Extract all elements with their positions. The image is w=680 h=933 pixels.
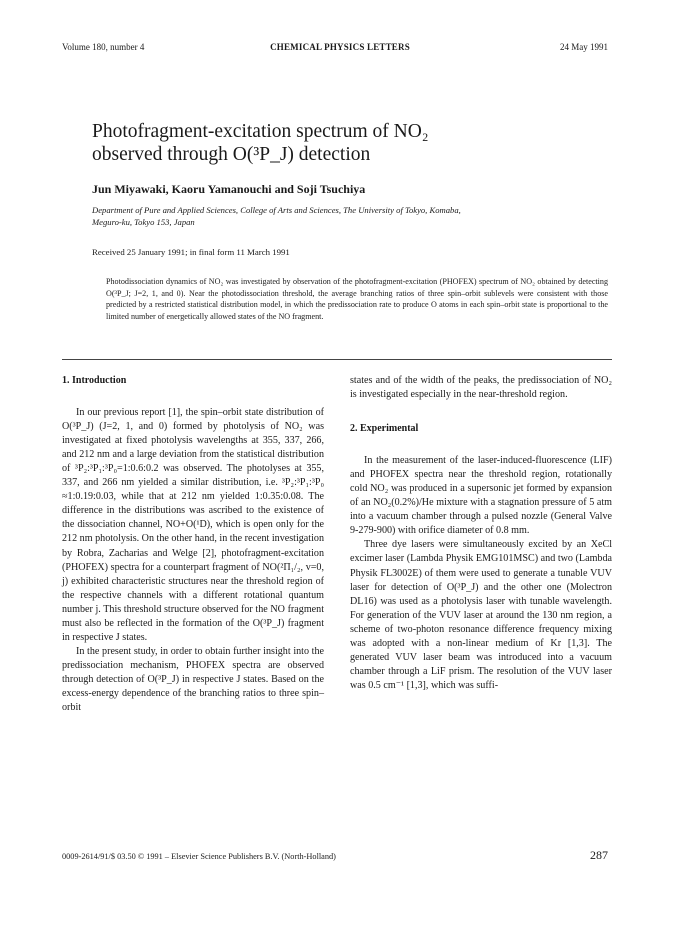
left-column [62,374,324,715]
article-title [92,120,612,166]
header-date: 24 May 1991 [560,42,608,52]
received-date: Received 25 January 1991; in final form 11 March 1991 [92,247,290,257]
experimental-paragraph-2: Three dye lasers were simultaneously excited by an XeCl excimer laser (Lambda Physik EMG101MSC) and two (Lambda Physik FL3002E) of them were used to generate a tunable VUV laser for detection of O(³P_J) and the other one (Molectron DL16) was used as a photolysis laser with tunable wavelength. For generation of the VUV laser at around the 130 nm region, a scheme of two-photon resonance difference frequency mixing was adopted with a non-linear medium of Kr [1,3]. The generated VUV laser beam was introduced into a vacuum chamber through a LiF prism. The resolution of the VUV laser was 0.5 cm⁻¹ [1,3], which was suffi- [350,539,612,691]
page-number: 287 [590,848,608,862]
divider [62,359,612,360]
intro-paragraph-2: In the present study, in order to obtain further insight into the predissociation mechanism, PHOFEX spectra are observed through detection of O(³P_J) in respective J states. Based on the excess-energy dependence of the branching ratios to three spin–orbit [62,645,324,714]
footer-copyright: 0009-2614/91/$ 03.50 © 1991 – Elsevier Science Publishers B.V. (North-Holland) [62,852,336,861]
intro-paragraph-1: In our previous report [1], the spin–orbit state distribution of O(³P_J) (J=2, 1, and 0) formed by photolysis of NO₂ was investigated at fixed photolysis wavelengths at 355, 337, 266, and 212 nm and a large deviation from the statistical distribution of ³P₂:³P₁:³P₀=1:0.6:0.2 was observed. The photolyses at 355, 337, and 266 nm yielded a similar distribution, i.e. ³P₂:³P₁:³P₀ ≈1:0.19:0.03, while that at 212 nm yielded 1:0.35:0.08. The difference in the distributions was ascribed to the existence of the dissociation channel, NO+O(¹D), which is open only for the 212 nm photolysis. On the other hand, in the recent investigation by Robra, Zacharias and Welge [2], photofragment-excitation (PHOFEX) spectra for a counterpart fragment of NO(²Π₁/₂, v=0, j) exhibited characteristic structures near the threshold region of the respective channels with a different rotational quantum number j. This threshold structure observed for the NO fragment must also be reflected in the formation of the O(³P_J) fragment in respective J states. [62,407,324,643]
affiliation-line-1: Department of Pure and Applied Sciences, College of Arts and Sciences, The University of Tokyo, Komaba, [92,205,461,215]
header-volume: Volume 180, number 4 [62,42,145,52]
section-title-experimental: 2. Experimental [350,423,419,435]
affiliation-line-2: Meguro-ku, Tokyo 153, Japan [92,217,195,227]
experimental-paragraph-1: In the measurement of the laser-induced-fluorescence (LIF) and PHOFEX spectra near the threshold region, rotationally cold NO₂ was produced in a supersonic jet formed by expansion of an NO₂(0.2%)/He mixture with a stagnation pressure of 5 atm into a vacuum chamber through a pulsed nozzle (General Valve 9-279-900) with orifice diameter of 0.8 mm. [350,455,612,537]
title-line-2: observed through O(³P_J) detection [92,144,371,165]
title-line-1: Photofragment-excitation spectrum of NO₂ [92,121,429,142]
right-column [350,374,612,693]
header-journal: CHEMICAL PHYSICS LETTERS [270,42,410,52]
abstract: Photodissociation dynamics of NO₂ was investigated by observation of the photofragment-excitation (PHOFEX) spectrum of NO₂ obtained by detecting O(³P_J; J=2, 1, and 0). Near the photodissociation threshold, the average branching ratios of three spin–orbit sublevels were consistent with those predicted by a restricted statistical distribution model, in which the predissociation rate to produce O atoms in each spin–orbit state is proportional to the limited number of energetically allowed states of the NO fragment. [106,277,608,321]
affiliation [92,204,612,228]
section-title-introduction: 1. Introduction [62,375,127,386]
authors: Jun Miyawaki, Kaoru Yamanouchi and Soji Tsuchiya [92,182,366,196]
intro-paragraph-continued: states and of the width of the peaks, the predissociation of NO₂ is investigated especially in the near-threshold region. [350,375,612,401]
